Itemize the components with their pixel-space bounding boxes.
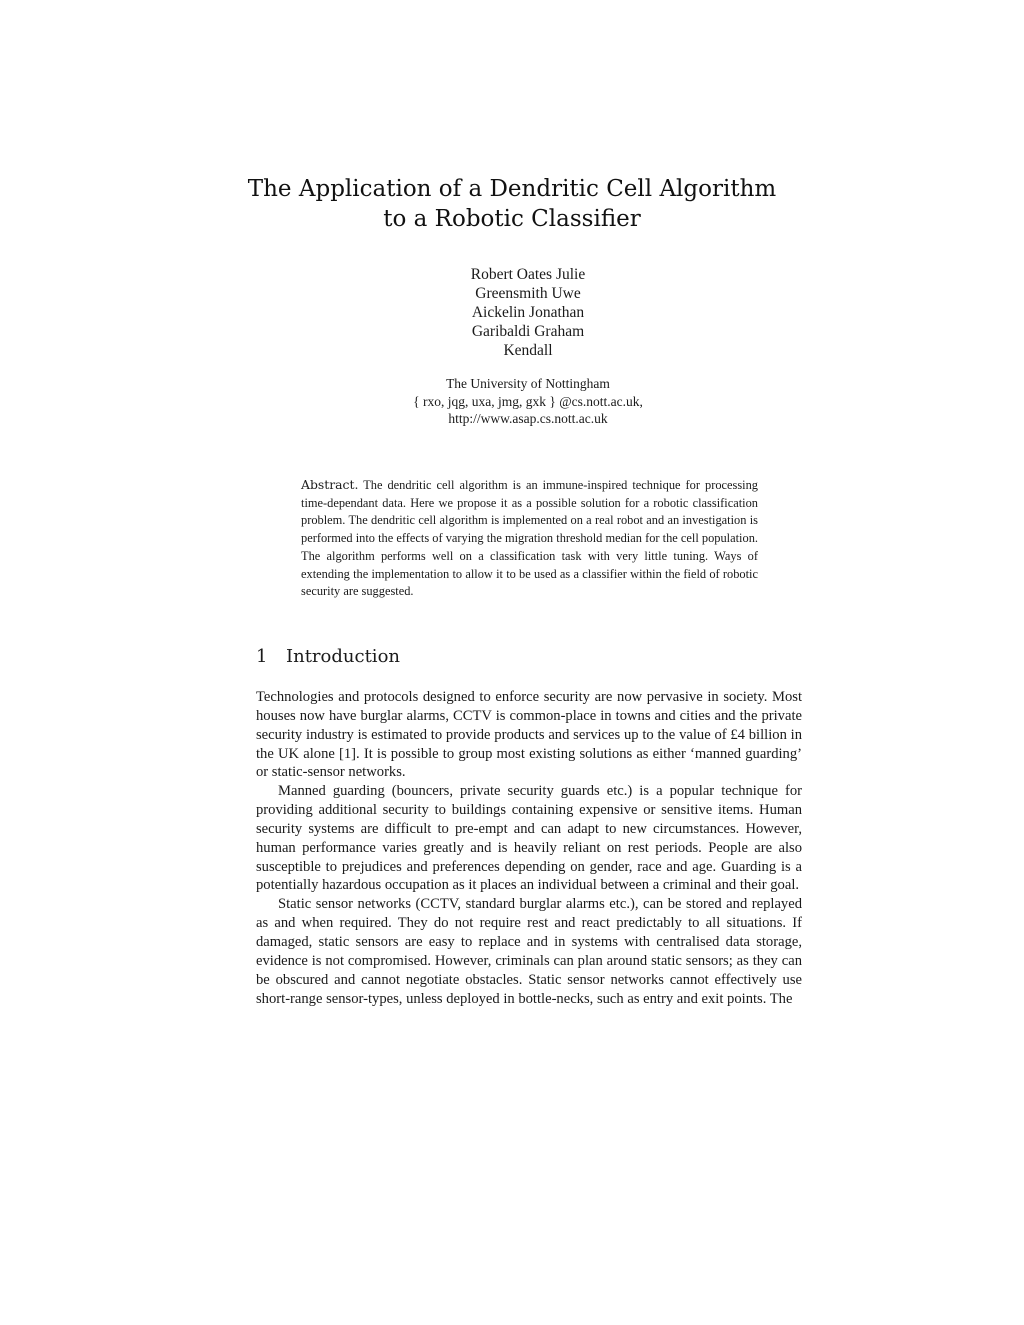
- section-heading: [256, 646, 400, 667]
- section-body: [256, 688, 802, 1008]
- affiliation: The University of Nottingham: [446, 376, 610, 391]
- title-line-2: to a Robotic Classifier: [383, 206, 641, 232]
- section-title: Introduction: [286, 646, 400, 667]
- paragraph: Technologies and protocols designed to enforce security are now pervasive in society. Most houses now have burglar alarms, CCTV is common-place in towns and cities and the private security industry is estimated to provide products and services up to the value of £4 billion in the UK alone [1]. It is possible to group most existing solutions as either ‘manned guarding’ or static-sensor networks.: [256, 689, 802, 781]
- author-line: Garibaldi Graham: [471, 323, 585, 340]
- abstract: [301, 476, 758, 601]
- author-line: Robert Oates Julie: [470, 266, 586, 283]
- section-number: 1: [256, 646, 268, 667]
- paper-title: [0, 174, 1024, 234]
- author-line: Aickelin Jonathan: [471, 304, 585, 321]
- paragraph: Static sensor networks (CCTV, standard burglar alarms etc.), can be stored and replayed as and when required. They do not require rest and react predictably to all situations. If damaged, static sensors are easy to replace and in systems with centralised data storage, evidence is not compromised. However, criminals can plan around static sensors; as they can be obscured and cannot negotiate obstacles. Static sensor networks cannot effectively use short-range sensor-types, unless deployed in bottle-necks, such as entry and exit points. The: [256, 896, 802, 1007]
- abstract-label: Abstract.: [301, 477, 359, 492]
- author-line: Greensmith Uwe: [475, 285, 581, 302]
- author-list: [0, 265, 1024, 360]
- author-emails: { rxo, jqg, uxa, jmg, gxk } @cs.nott.ac.uk,: [413, 393, 643, 409]
- title-line-1: The Application of a Dendritic Cell Algorithm: [247, 176, 777, 202]
- paragraph: Manned guarding (bouncers, private security guards etc.) is a popular technique for providing additional security to buildings containing expensive or sensitive items. Human security systems are difficult to pre-empt and can adapt to new circumstances. However, human performance varies greatly and is heavily reliant on rest periods. People are also susceptible to prejudices and preferences depending on gender, race and age. Guarding is a potentially hazardous occupation as it places an individual between a criminal and their goal.: [256, 783, 802, 894]
- group-url: http://www.asap.cs.nott.ac.uk: [448, 411, 608, 426]
- abstract-text: The dendritic cell algorithm is an immune-inspired technique for processing time-dependant data. Here we propose it as a possible solution for a robotic classification problem. The dendritic cell algorithm is implemented on a real robot and an investigation is performed into the effects of varying the migration threshold median for the cell population. The algorithm performs well on a classification task with very little tuning. Ways of extending the implementation to allow it to be used as a classifier within the field of robotic security are suggested.: [301, 478, 759, 599]
- affiliation-block: [0, 375, 1024, 428]
- author-line: Kendall: [503, 342, 553, 359]
